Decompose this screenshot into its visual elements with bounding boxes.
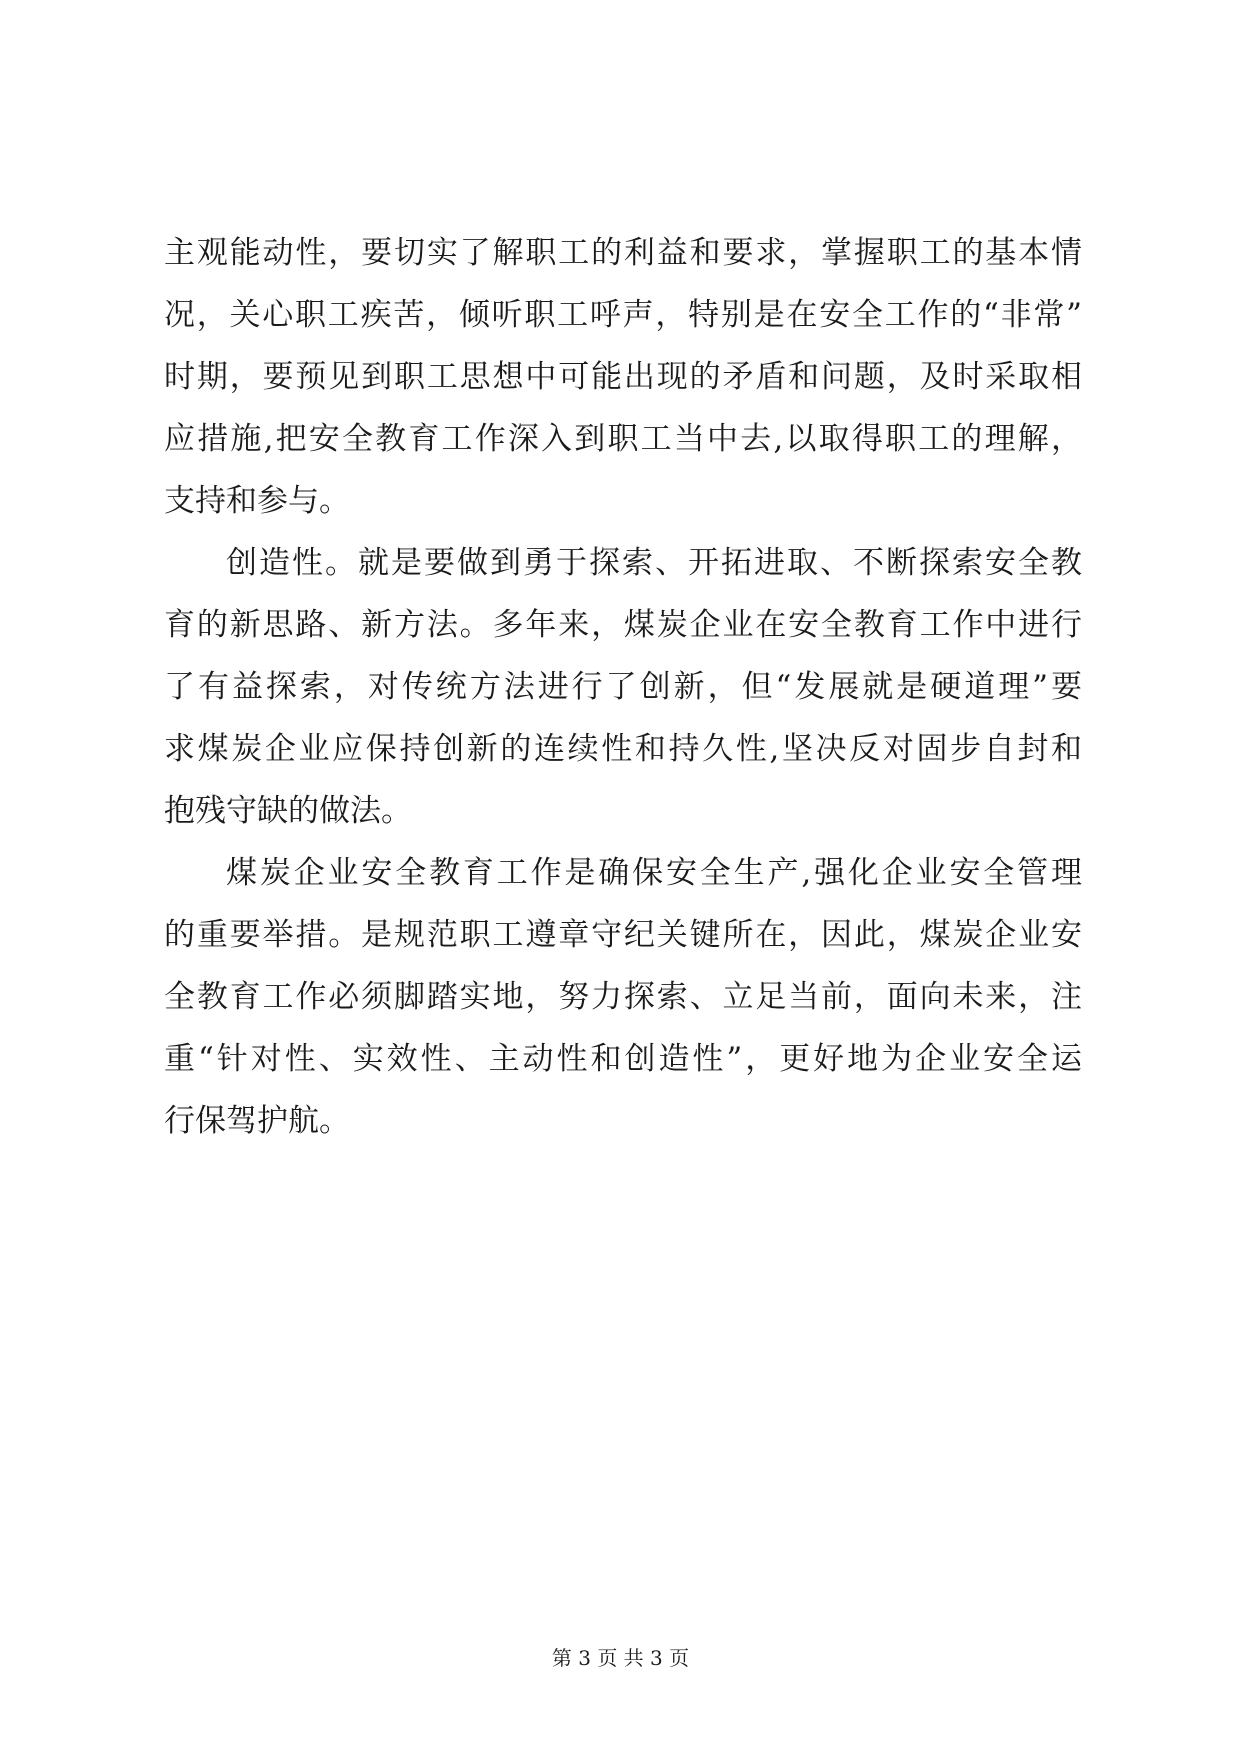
text-line: 创造性。就是要做到勇于探索、开拓进取、不断探索安全教	[226, 545, 1082, 581]
text-line: 行保驾护航。	[164, 1103, 350, 1139]
document-body	[164, 222, 1082, 1152]
text-line: 抱残守缺的做法。	[164, 793, 412, 829]
text-line: 重“针对性、实效性、主动性和创造性”，更好地为企业安全运	[164, 1041, 1082, 1077]
text-line: 况，关心职工疾苦，倾听职工呼声，特别是在安全工作的“非常”	[164, 297, 1082, 333]
text-line: 煤炭企业安全教育工作是确保安全生产,强化企业安全管理	[226, 855, 1082, 891]
text-line: 的重要举措。是规范职工遵章守纪关键所在，因此，煤炭企业安	[164, 917, 1082, 953]
text-line: 求煤炭企业应保持创新的连续性和持久性,坚决反对固步自封和	[164, 731, 1082, 767]
page-footer: 第 3 页 共 3 页	[551, 1646, 690, 1670]
text-line: 时期，要预见到职工思想中可能出现的矛盾和问题，及时采取相	[164, 359, 1082, 395]
text-line: 了有益探索，对传统方法进行了创新，但“发展就是硬道理”要	[164, 669, 1082, 705]
text-line: 主观能动性，要切实了解职工的利益和要求，掌握职工的基本情	[164, 235, 1082, 271]
text-line: 支持和参与。	[164, 483, 350, 519]
text-line: 育的新思路、新方法。多年来，煤炭企业在安全教育工作中进行	[164, 607, 1082, 643]
text-line: 全教育工作必须脚踏实地，努力探索、立足当前，面向未来，注	[164, 979, 1082, 1015]
text-line: 应措施,把安全教育工作深入到职工当中去,以取得职工的理解，	[164, 421, 1082, 457]
